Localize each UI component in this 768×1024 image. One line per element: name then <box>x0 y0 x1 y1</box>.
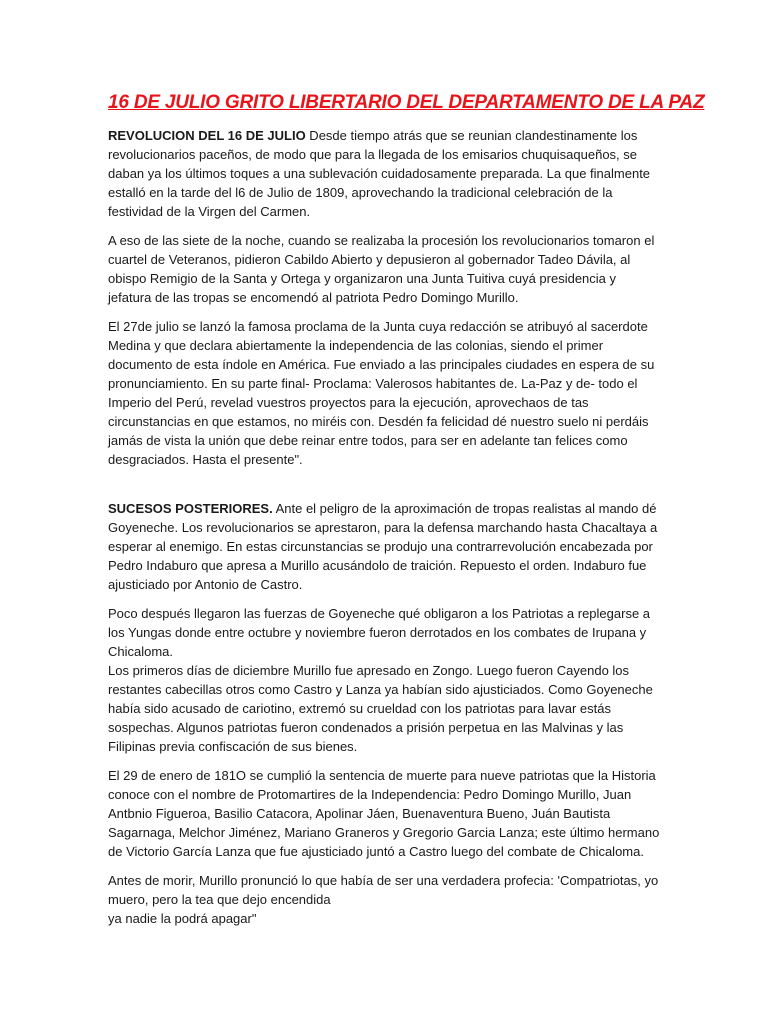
paragraph-profecia <box>108 871 660 928</box>
paragraph-goyeneche <box>108 604 660 756</box>
paragraph-text: Ante el peligro de la aproximación de tropas realistas al mando dé Goyeneche. Los revolucionarios se aprestaron, para la defensa marchando hasta Chacaltaya a esperar al enemigo. En estas circunstancias se produjo una contrarrevolución encabezada por Pedro Indaburo que apresa a Murillo acusándolo de traición. Repuesto el orden. Indaburo fue ajusticiado por Antonio de Castro. <box>108 501 658 592</box>
paragraph-text: Desde tiempo atrás que se reunian clandestinamente los revolucionarios paceños, de modo que para la llegada de los emisarios chuquisaqueños, se daban ya los últimos toques a una sublevación cuidadosamente preparada. La que finalmente estalló en la tarde del l6 de Julio de 1809, aprovechando la tradicional celebración de la festividad de la Virgen del Carmen. <box>108 128 651 219</box>
paragraph-text: Los primeros días de diciembre Murillo fue apresado en Zongo. Luego fueron Cayendo los restantes cabecillas otros como Castro y Lanza ya habían sido ajusticiados. Como Goyeneche había sido acusado de cariotino, extremó su crueldad con los patriotas para lavar estás sospechas. Algunos patriotas fueron condenados a prisión perpetua en las Malvinas y las Filipinas previa confiscación de sus bienes. <box>108 663 653 754</box>
paragraph-noche <box>108 231 660 307</box>
paragraph-heading: REVOLUCION DEL 16 DE JULIO <box>108 128 306 143</box>
paragraph-proclama <box>108 317 660 469</box>
document-title: 16 DE JULIO GRITO LIBERTARIO DEL DEPARTAMENTO DE LA PAZ <box>108 92 705 113</box>
quote-line: ya nadie la podrá apagar" <box>108 911 257 926</box>
quote-line: Antes de morir, Murillo pronunció lo que había de ser una verdadera profecia: 'Compatriotas, yo muero, pero la tea que dejo encendida <box>108 873 659 907</box>
paragraph-text: A eso de las siete de la noche, cuando se realizaba la procesión los revolucionarios tomaron el cuartel de Veteranos, pidieron Cabildo Abierto y depusieron al gobernador Tadeo Dávila, al obispo Remigio de la Santa y Ortega y organizaron una Junta Tuitiva cuyá presidencia y jefatura de las tropas se encomendó al patriota Pedro Domingo Murillo. <box>108 233 655 305</box>
paragraph-text: Poco después llegaron las fuerzas de Goyeneche qué obligaron a los Patriotas a replegarse a los Yungas donde entre octubre y noviembre fueron derrotados en los combates de Irupana y Chicaloma. <box>108 606 651 659</box>
paragraph-sucesos <box>108 499 660 594</box>
paragraph-text: El 29 de enero de 181O se cumplió la sentencia de muerte para nueve patriotas que la Historia conoce con el nombre de Protomartires de la Independencia: Pedro Domingo Murillo, Juan Antbnio Figueroa, Basilio Catacora, Apolinar Jáen, Buenaventura Bueno, Juán Bautista Sagarnaga, Melchor Jiménez, Mariano Graneros y Gregorio Garcia Lanza; este último hermano de Victorio García Lanza que fue ajusticiado juntó a Castro luego del combate de Chicaloma. <box>108 768 660 859</box>
paragraph-heading: SUCESOS POSTERIORES. <box>108 501 273 516</box>
paragraph-protomartires <box>108 766 660 861</box>
paragraph-revolucion <box>108 126 660 221</box>
paragraph-text: El 27de julio se lanzó la famosa proclama de la Junta cuya redacción se atribuyó al sacerdote Medina y que declara abiertamente la independencia de las colonias, siendo el primer documento de esta índole en América. Fue enviado a las principales ciudades en espera de su pronunciamiento. En su parte final- Proclama: Valerosos habitantes de. La-Paz y de- todo el Imperio del Perú, revelad vuestros proyectos para la ejecución, aprovechaos de tas circunstancias en que estamos, no miréis con. Desdén fa felicidad dé nuestro suelo ni perdáis jamás de vista la unión que debe reinar entre todos, para ser en adelante tan felices como desgraciados. Hasta el presente". <box>108 319 655 467</box>
